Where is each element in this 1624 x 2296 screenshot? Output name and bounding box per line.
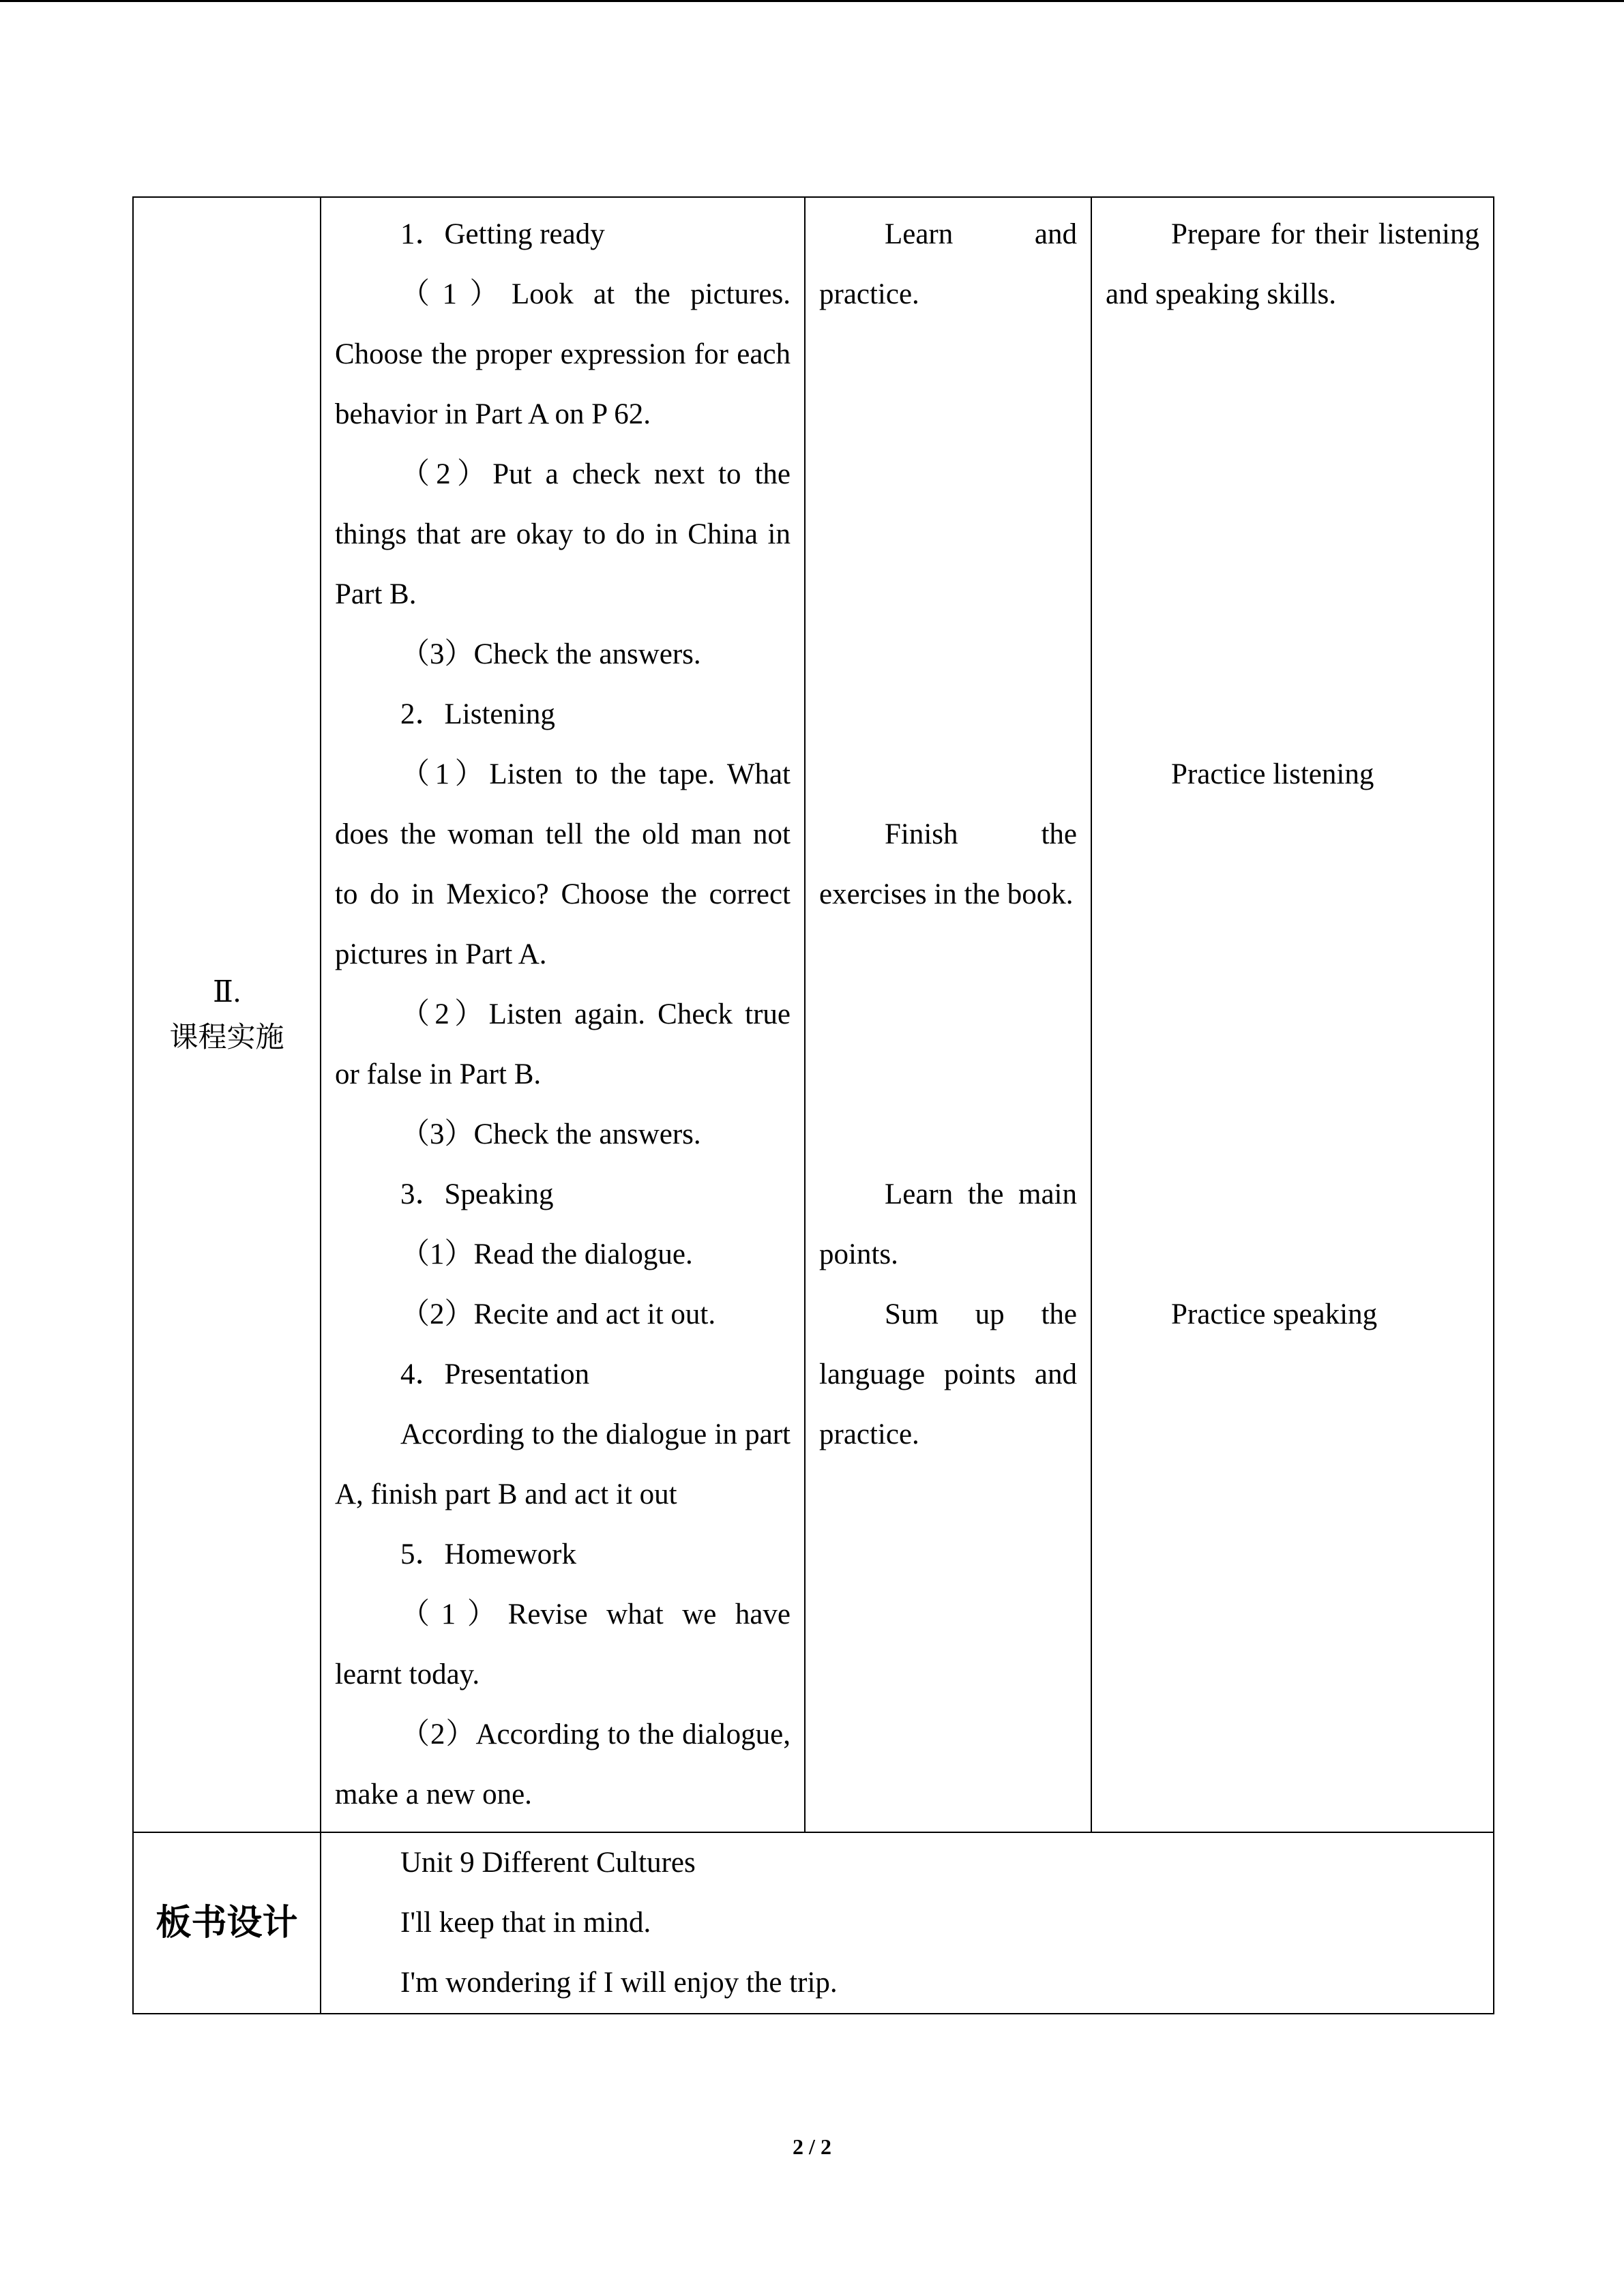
procedure-step: （3）Check the answers. [400,638,701,670]
procedure-step: （2）Listen again. Check true or false in Part B. [335,998,791,1090]
lesson-plan-table [132,196,1494,2014]
student-activity: Learn and practice. [819,218,1077,310]
board-line: I'm wondering if I will enjoy the trip. [400,1967,838,1999]
board-design-row [133,1832,1494,2014]
procedure-step: （1）Read the dialogue. [400,1238,693,1270]
page-number: 2 / 2 [793,2134,831,2159]
procedure-step: （1）Revise what we have learnt today. [335,1598,791,1690]
student-activity: Finish the exercises in the book. [819,818,1077,910]
board-design-content-cell [321,1832,1494,2014]
teaching-aim: Practice speaking [1171,1298,1378,1330]
board-line: I'll keep that in mind. [400,1907,651,1939]
section-title: 课程实施 [169,1020,284,1054]
procedure-step: According to the dialogue in part A, finish part B and act it out [335,1418,791,1510]
procedure-step: 4．Presentation [400,1358,590,1390]
procedure-step: （1）Listen to the tape. What does the woman tell the old man not to do in Mexico? Choose the correct pictures in Part A. [335,758,791,970]
procedure-step: （2）Recite and act it out. [400,1298,716,1330]
procedure-step: （2）According to the dialogue, make a new one. [335,1718,791,1810]
procedure-step: 3．Speaking [400,1178,554,1210]
teaching-aim-cell [1091,197,1494,1832]
section-label-cell [133,197,321,1832]
teaching-aim: Practice listening [1171,758,1374,790]
procedure-step: （3）Check the answers. [400,1118,701,1150]
procedure-step: 5．Homework [400,1538,576,1570]
section-number: Ⅱ. [213,975,241,1009]
teaching-aim: Prepare for their listening and speaking skills. [1106,218,1479,310]
board-line: Unit 9 Different Cultures [400,1847,696,1879]
board-design-label-cell [133,1832,321,2014]
page-top-border [0,0,1624,2]
procedure-step: （1）Look at the pictures. Choose the proper expression for each behavior in Part A on P 62. [335,278,791,430]
board-design-label: 板书设计 [156,1903,298,1943]
student-activity: Sum up the language points and practice. [819,1298,1077,1450]
student-activity: Learn the main points. [819,1178,1077,1270]
procedure-step: （2）Put a check next to the things that are okay to do in China in Part B. [335,458,791,610]
procedure-step: 2．Listening [400,698,555,730]
procedure-row [133,197,1494,1832]
procedure-step: 1．Getting ready [400,218,605,250]
student-activity-cell [805,197,1091,1832]
teaching-procedure-cell [321,197,805,1832]
